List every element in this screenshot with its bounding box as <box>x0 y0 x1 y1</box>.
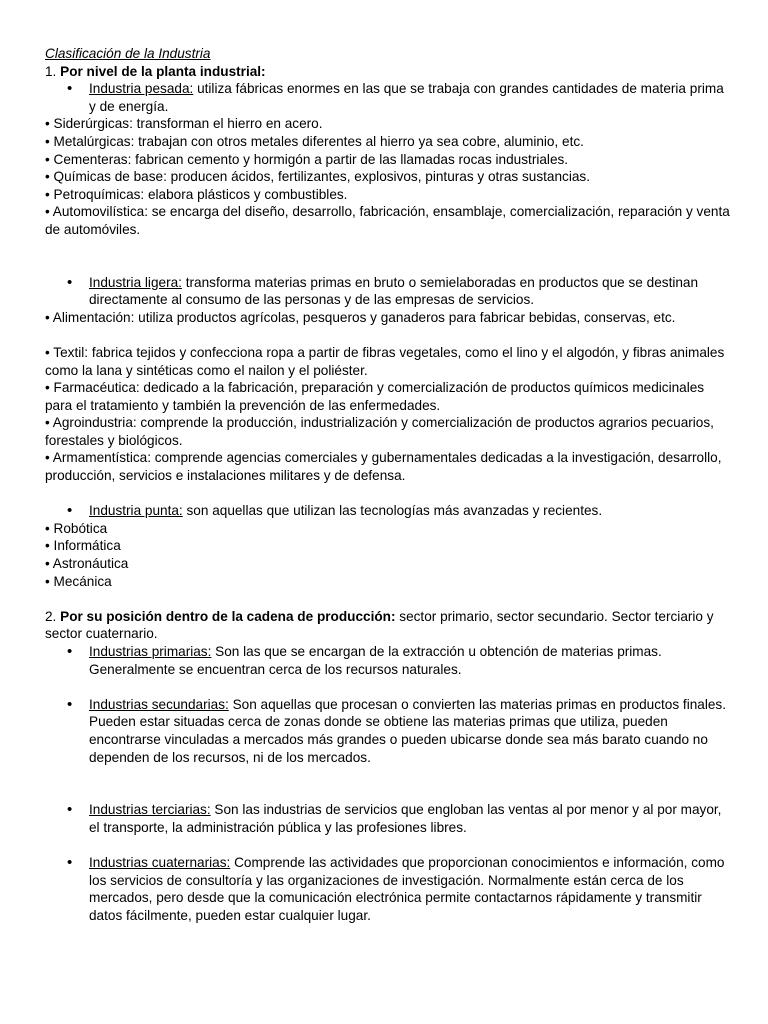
list-item-robotica: • Robótica <box>45 520 108 536</box>
label-industrias-cuaternarias: Industrias cuaternarias: <box>89 854 231 870</box>
list-item-agroindustria: • Agroindustria: comprende la producción, industrialización y comercialización de productos agrarios pecuarios, forestales y biológicos. <box>45 415 714 448</box>
bullet-industria-punta <box>45 502 730 520</box>
bullet-industrias-terciarias <box>45 801 730 836</box>
section-1-heading <box>45 63 730 81</box>
label-industria-pesada: Industria pesada: <box>89 81 194 97</box>
list-item-cementeras: • Cementeras: fabrican cemento y hormigón a partir de las llamadas rocas industriales. <box>45 151 569 167</box>
bullet-industria-pesada <box>45 80 730 115</box>
list-item-mecanica: • Mecánica <box>45 573 112 589</box>
text-industrias-primarias: Son las que se encargan de la extracción u obtención de materias primas. Generalmente se encuentran cerca de los recursos naturales. <box>89 644 662 677</box>
list-item-alimentacion: • Alimentación: utiliza productos agrícolas, pesqueros y ganaderos para fabricar bebidas, conservas, etc. <box>45 309 676 325</box>
label-industrias-primarias: Industrias primarias: <box>89 644 212 659</box>
list-item-armamentistica: • Armamentística: comprende agencias comerciales y gubernamentales dedicadas a la investigación, desarrollo, producción, servicios e instalaciones militares y de defensa. <box>45 450 722 484</box>
section-2-heading <box>45 608 730 643</box>
bullet-industria-ligera <box>45 274 730 309</box>
bullet-industrias-secundarias <box>45 696 730 766</box>
text-industrias-secundarias: Son aquellas que procesan o convierten las materias primas en productos finales. Pueden estar situadas cerca de zonas donde se obtiene las materias primas que utiliza, pueden encontrarse vinculadas a mercados más grandes o pueden ubicarse donde sea más barato cuando no dependen de los recursos, ni de los mercados. <box>89 696 727 765</box>
bullet-industrias-primarias <box>45 643 730 678</box>
text-industrias-cuaternarias: Comprende las actividades que proporcionan conocimientos e información, como los servicios de consultoría y las organizaciones de investigación. Normalmente están cerca de los mercados, pero desde que la comunicación electrónica permite contactarnos rápidamente y transmitir datos fácilmente, pueden estar cualquier lugar. <box>89 854 725 923</box>
list-item-siderurgicas: • Siderúrgicas: transforman el hierro en acero. <box>45 116 323 132</box>
text-industria-pesada: utiliza fábricas enormes en las que se trabaja con grandes cantidades de materia prima y de energía. <box>89 81 724 114</box>
text-industrias-terciarias: Son las industrias de servicios que engloban las ventas al por menor y al por mayor, el transporte, la administración pública y las profesiones libres. <box>89 802 722 835</box>
text-industria-punta: son aquellas que utilizan las tecnologías más avanzadas y recientes. <box>186 503 603 519</box>
list-item-petroquimicas: • Petroquímicas: elabora plásticos y combustibles. <box>45 186 348 202</box>
text-industria-ligera: transforma materias primas en bruto o semielaboradas en productos que se destinan directamente al consumo de las personas y de las empresas de servicios. <box>89 274 699 308</box>
label-industria-ligera: Industria ligera: <box>89 274 182 290</box>
label-industrias-secundarias: Industrias secundarias: <box>89 696 229 712</box>
document-page <box>45 45 730 924</box>
bullet-industrias-cuaternarias <box>45 854 730 924</box>
list-item-farmaceutica: • Farmacéutica: dedicado a la fabricación, preparación y comercialización de productos químicos medicinales para el tratamiento y también la prevención de las enfermedades. <box>45 380 705 413</box>
section-1-number: 1. <box>45 63 57 79</box>
list-item-astronautica: • Astronáutica <box>45 556 129 572</box>
spacer <box>45 766 730 801</box>
list-item-quimicas-de-base: • Químicas de base: producen ácidos, fertilizantes, explosivos, pinturas y otras sustancias. <box>45 169 590 185</box>
spacer <box>45 836 730 854</box>
label-industria-punta: Industria punta: <box>89 503 183 519</box>
spacer <box>45 326 730 344</box>
section-2-number: 2. <box>45 608 57 624</box>
spacer <box>45 590 730 608</box>
list-item-automovilistica: • Automovilística: se encarga del diseño, desarrollo, fabricación, ensamblaje, comercialización, reparación y venta de automóviles. <box>45 204 730 237</box>
list-item-textil: • Textil: fabrica tejidos y confecciona ropa a partir de fibras vegetales, como el lino y el algodón, y fibras animales como la lana y sintéticas como el nailon y el poliéster. <box>45 344 725 378</box>
section-2-title: Por su posición dentro de la cadena de producción: <box>60 608 396 624</box>
section-2-intro: sector primario, sector secundario. Sector terciario y sector cuaternario. <box>45 608 714 642</box>
spacer <box>45 239 730 274</box>
label-industrias-terciarias: Industrias terciarias: <box>89 802 211 818</box>
spacer <box>45 678 730 696</box>
spacer <box>45 485 730 503</box>
document-title: Clasificación de la Industria <box>45 46 211 61</box>
list-item-metalurgicas: • Metalúrgicas: trabajan con otros metales diferentes al hierro ya sea cobre, aluminio, etc. <box>45 133 584 149</box>
section-1-title: Por nivel de la planta industrial: <box>60 63 266 79</box>
list-item-informatica: • Informática <box>45 538 121 554</box>
